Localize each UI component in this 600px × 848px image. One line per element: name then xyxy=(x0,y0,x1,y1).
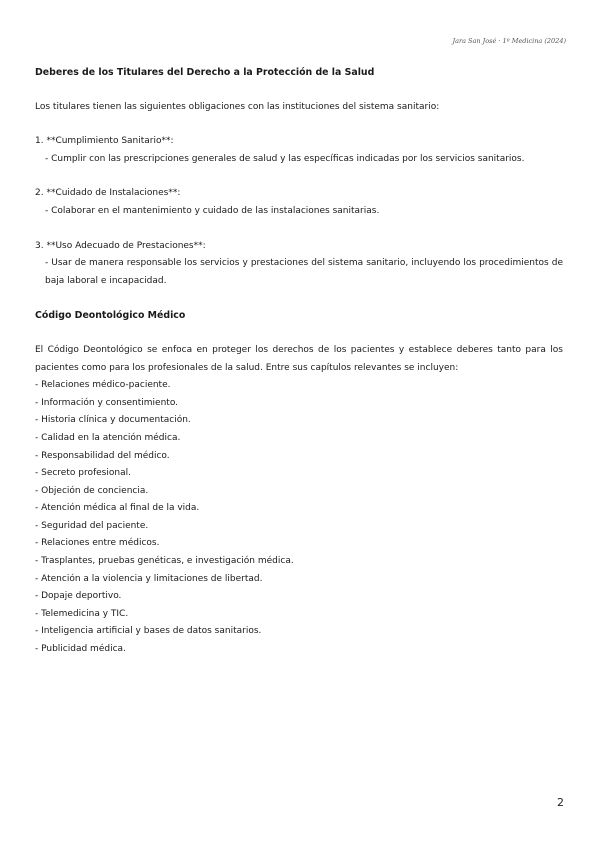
list-item: - Objeción de conciencia. xyxy=(35,485,149,496)
duty-item xyxy=(35,185,563,220)
duty-item-label: 3. **Uso Adecuado de Prestaciones**: xyxy=(35,240,206,251)
list-item: - Seguridad del paciente. xyxy=(35,520,149,531)
duty-item-detail: - Colaborar en el mantenimiento y cuidado de las instalaciones sanitarias. xyxy=(45,205,380,216)
list-item: - Atención a la violencia y limitaciones de libertad. xyxy=(35,573,263,584)
list-item: - Dopaje deportivo. xyxy=(35,591,122,602)
section-heading-deberes: Deberes de los Titulares del Derecho a la Protección de la Salud xyxy=(35,67,375,78)
list-item: - Información y consentimiento. xyxy=(35,397,179,408)
duty-item-detail: - Cumplir con las prescripciones generales de salud y las específicas indicadas por los servicios sanitarios. xyxy=(45,153,525,164)
list-item: - Publicidad médica. xyxy=(35,644,126,655)
page-number: 2 xyxy=(557,796,564,809)
duty-item-label: 1. **Cumplimiento Sanitario**: xyxy=(35,136,174,147)
list-item: - Atención médica al final de la vida. xyxy=(35,503,200,514)
list-item: - Secreto profesional. xyxy=(35,468,131,479)
duty-item xyxy=(35,133,563,168)
chapter-list xyxy=(35,377,563,659)
list-item: - Responsabilidad del médico. xyxy=(35,450,170,461)
page-header-note: Jara San José · 1º Medicina (2024) xyxy=(452,37,566,45)
document-body xyxy=(35,64,563,659)
duty-item-detail: - Usar de manera responsable los servicios y prestaciones del sistema sanitario, incluyendo los procedimientos de baja laboral e incapacidad. xyxy=(45,258,563,286)
list-item: - Calidad en la atención médica. xyxy=(35,432,181,443)
list-item: - Relaciones médico-paciente. xyxy=(35,380,171,391)
section-heading-codigo: Código Deontológico Médico xyxy=(35,310,186,322)
list-item: - Relaciones entre médicos. xyxy=(35,538,160,549)
list-item: - Historia clínica y documentación. xyxy=(35,415,191,426)
list-item: - Trasplantes, pruebas genéticas, e investigación médica. xyxy=(35,556,294,567)
section-intro-codigo: El Código Deontológico se enfoca en proteger los derechos de los pacientes y establece deberes tanto para los pacientes como para los profesionales de la salud. Entre sus capítulos relevantes se incluyen: xyxy=(35,344,563,373)
duty-item xyxy=(35,238,563,291)
section-intro-deberes: Los titulares tienen las siguientes obligaciones con las instituciones del sistema sanitario: xyxy=(35,101,440,112)
list-item: - Telemedicina y TIC. xyxy=(35,608,129,619)
duty-item-label: 2. **Cuidado de Instalaciones**: xyxy=(35,188,181,199)
list-item: - Inteligencia artificial y bases de datos sanitarios. xyxy=(35,626,262,637)
